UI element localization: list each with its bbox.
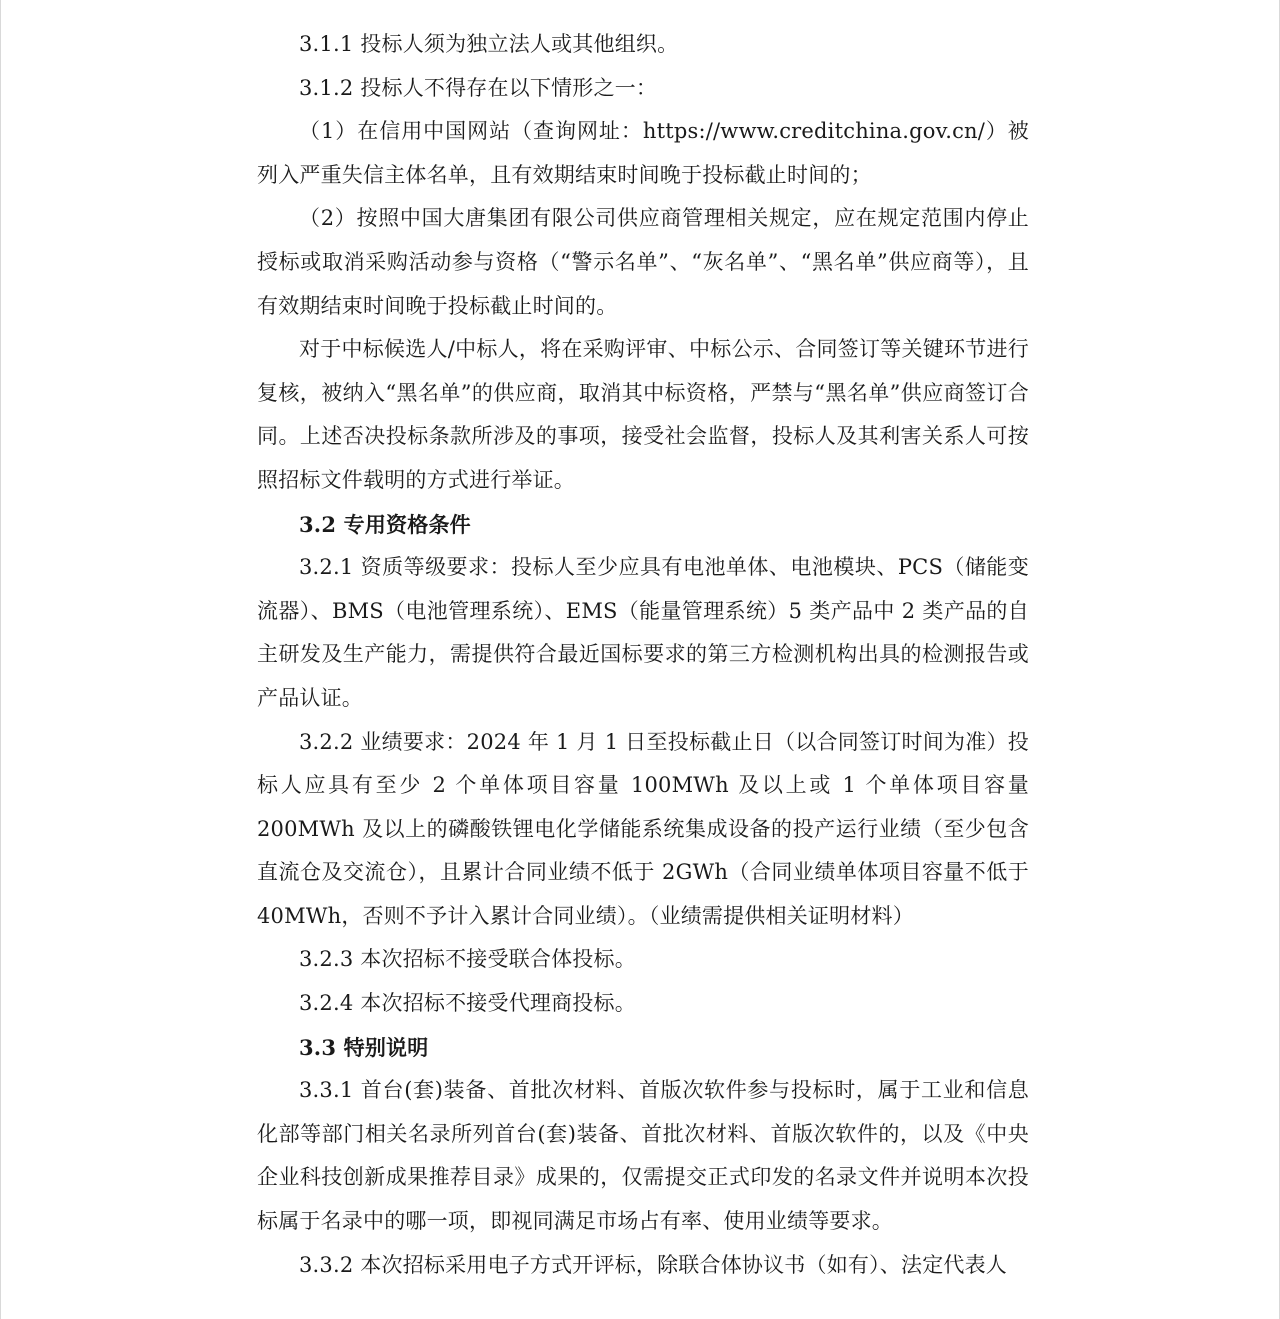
clause-3-3-2: 3.3.2 本次招标采用电子方式开评标，除联合体协议书（如有）、法定代表人 [299, 1252, 1008, 1277]
clause-3-1-2-item-2: （2）按照中国大唐集团有限公司供应商管理相关规定，应在规定范围内停止授标或取消采购活动参与资格（“警示名单”、“灰名单”、“黑名单”供应商等），且有效期结束时间晚于投标截止时间的。 [257, 206, 1029, 318]
section-heading-3-2: 3.2 专用资格条件 [299, 511, 471, 537]
clause-3-1-2-item-1: （1）在信用中国网站（查询网址：https://www.creditchina.gov.cn/）被列入严重失信主体名单，且有效期结束时间晚于投标截止时间的； [257, 119, 1029, 187]
section-heading-3-3: 3.3 特别说明 [299, 1034, 429, 1060]
clause-3-1-2: 3.1.2 投标人不得存在以下情形之一： [299, 75, 658, 100]
clause-3-1-1: 3.1.1 投标人须为独立法人或其他组织。 [299, 32, 679, 56]
clause-3-2-3: 3.2.3 本次招标不接受联合体投标。 [299, 947, 636, 972]
winning-bidder-review-paragraph: 对于中标候选人/中标人，将在采购评审、中标公示、合同签订等关键环节进行复核，被纳入“黑名单”的供应商，取消其中标资格，严禁与“黑名单”供应商签订合同。上述否决投标条款所涉及的事项，接受社会监督，投标人及其利害关系人可按照招标文件载明的方式进行举证。 [257, 337, 1029, 492]
clause-3-2-1: 3.2.1 资质等级要求：投标人至少应具有电池单体、电池模块、PCS（储能变流器）、BMS（电池管理系统）、EMS（能量管理系统）5 类产品中 2 类产品的自主研发及生产能力，需提供符合最近国标要求的第三方检测机构出具的检测报告或产品认证。 [257, 555, 1029, 710]
clause-3-2-4: 3.2.4 本次招标不接受代理商投标。 [299, 991, 636, 1016]
document-body [257, 23, 1029, 1287]
clause-3-2-2: 3.2.2 业绩要求：2024 年 1 月 1 日至投标截止日（以合同签订时间为准）投标人应具有至少 2 个单体项目容量 100MWh 及以上或 1 个单体项目容量 200MWh 及以上的磷酸铁锂电化学储能系统集成设备的投产运行业绩（至少包含直流仓及交流仓），且累计合同业绩不低于 2GWh（合同业绩单体项目容量不低于 40MWh，否则不予计入累计合同业绩）。（业绩需提供相关证明材料） [257, 729, 1029, 928]
clause-3-3-1: 3.3.1 首台(套)装备、首批次材料、首版次软件参与投标时，属于工业和信息化部等部门相关名录所列首台(套)装备、首批次材料、首版次软件的，以及《中央企业科技创新成果推荐目录》成果的，仅需提交正式印发的名录文件并说明本次投标属于名录中的哪一项，即视同满足市场占有率、使用业绩等要求。 [257, 1078, 1029, 1234]
